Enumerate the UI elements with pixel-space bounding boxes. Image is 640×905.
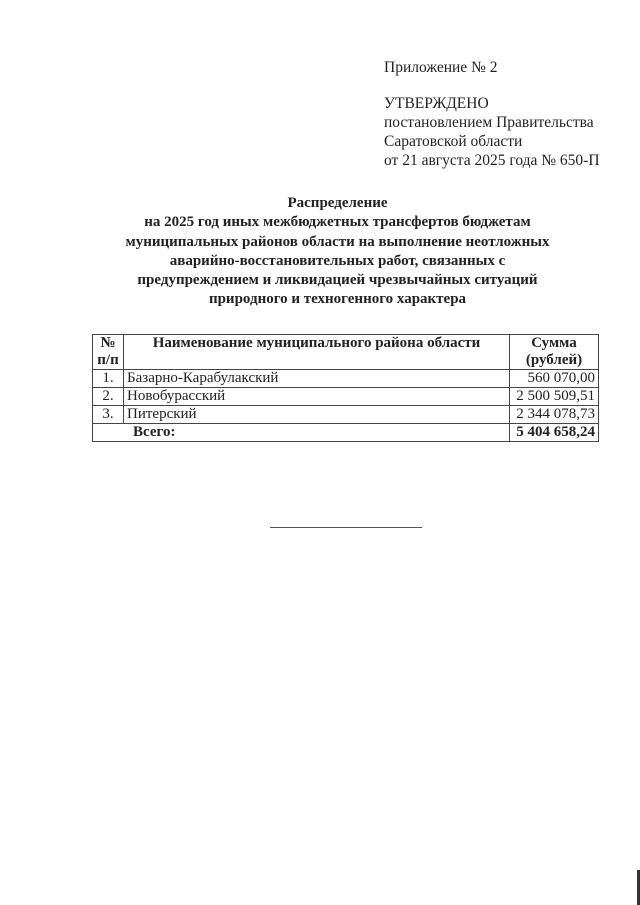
table-row	[93, 388, 599, 406]
header-number-line-1: №	[100, 335, 116, 351]
row-district: Питерский	[124, 406, 510, 424]
header-sum	[510, 335, 599, 370]
total-label: Всего:	[93, 424, 510, 442]
row-sum: 2 500 509,51	[510, 388, 599, 406]
appendix-number: Приложение № 2	[384, 59, 498, 76]
document-title	[95, 194, 580, 310]
approved-heading: УТВЕРЖДЕНО	[384, 95, 489, 112]
table-header-row	[93, 335, 599, 370]
title-line-4: аварийно-восстановительных работ, связанных с	[169, 252, 506, 269]
table-row	[93, 406, 599, 424]
title-line-1: Распределение	[287, 195, 388, 211]
title-line-6: природного и техногенного характера	[208, 291, 467, 308]
row-number: 3.	[93, 406, 124, 424]
approval-line-3: от 21 августа 2025 года № 650-П	[384, 152, 600, 169]
title-line-5: предупреждением и ликвидацией чрезвычайных ситуаций	[137, 272, 538, 289]
title-line-2: на 2025 год иных межбюджетных трансфертов бюджетам	[144, 214, 531, 231]
row-district: Базарно-Карабулакский	[124, 370, 510, 388]
total-value: 5 404 658,24	[510, 424, 599, 442]
row-sum: 2 344 078,73	[510, 406, 599, 424]
header-sum-line-2: (рублей)	[525, 352, 583, 368]
approval-line-2: Саратовской области	[384, 133, 523, 150]
approval-line-1: постановлением Правительства	[384, 114, 594, 131]
title-line-3: муниципальных районов области на выполнение неотложных	[125, 233, 550, 250]
header-name: Наименование муниципального района области	[124, 335, 510, 370]
row-sum: 560 070,00	[510, 370, 599, 388]
header-sum-line-1: Сумма	[531, 335, 577, 351]
distribution-table	[92, 334, 599, 442]
row-district: Новобурасский	[124, 388, 510, 406]
separator-line	[270, 527, 422, 528]
header-number	[93, 335, 124, 370]
table-row	[93, 370, 599, 388]
total-row	[93, 424, 599, 442]
row-number: 1.	[93, 370, 124, 388]
row-number: 2.	[93, 388, 124, 406]
header-number-line-2: п/п	[97, 352, 119, 368]
approval-block	[384, 58, 634, 170]
